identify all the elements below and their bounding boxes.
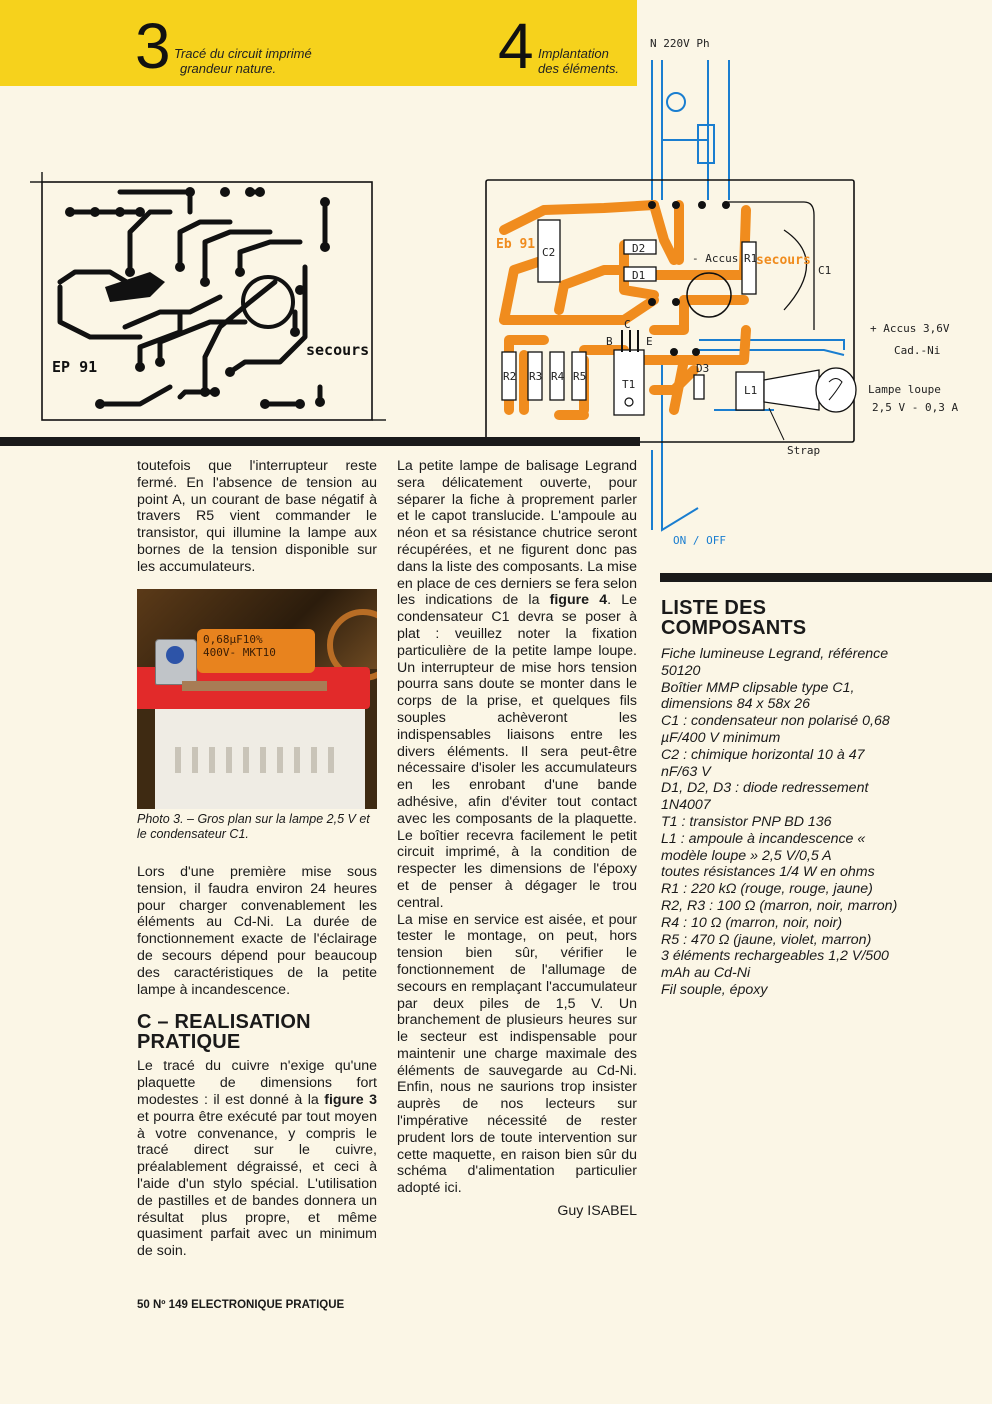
label-pin-b: B <box>606 335 613 348</box>
col2-paragraph-1: La petite lampe de balisage Legrand sera délicatement ouverte, pour séparer la fiche à proprement parler et le capot translucide. L'ampoule au néon et sa résistance chutrice seront récupérées, et ne figurent donc pas dans la liste des composants. La mise en place de ces derniers se fera selon les indications de la figure 4. Le condensateur C1 devra se poser à plat : veuillez noter la fixation particulière de la petite lampe loupe. Un interrupteur de mise hors tension pourra sans doute se monter dans le corps de la prise, et quelques fils souples achèveront les indispensables liaisons entre les divers éléments. Il sera peut-être nécessaire d'isoler les accumulateurs en les enrobant d'une bande adhésive, afin d'éviter tout contact avec les composants de la plaquette. Le boîtier recevra facilement le petit circuit imprimé, à la condition de respecter les dimensions de l'époxy et de penser à dégager le trou central. <box>397 458 637 911</box>
column-1-top <box>137 458 377 576</box>
capacitor: 0,68µF10% 400V- MKT10 <box>197 629 315 673</box>
diagram-board-ref: Eb 91 <box>496 237 536 252</box>
label-d2: D2 <box>632 242 646 255</box>
label-r3: R3 <box>529 370 543 383</box>
column-1-bottom <box>137 864 377 1260</box>
parts-item: Fil souple, époxy <box>661 981 768 998</box>
parts-item: R2, R3 : 100 Ω (marron, noir, marron) <box>661 897 898 914</box>
diagram-board-name: secours <box>756 253 811 268</box>
label-d1: D1 <box>632 269 646 282</box>
label-d3: D3 <box>696 362 710 375</box>
parts-rule <box>660 573 992 582</box>
label-on-off: ON / OFF <box>673 534 726 547</box>
label-lamp-2: 2,5 V - 0,3 A <box>872 401 959 414</box>
mains-label: N 220V Ph <box>650 37 710 50</box>
photo-3-caption: Photo 3. – Gros plan sur la lampe 2,5 V et le condensateur C1. <box>137 812 370 841</box>
parts-list <box>661 598 901 999</box>
figure-4-caption: Implantation des éléments. <box>538 46 619 76</box>
label-lamp-1: Lampe loupe <box>868 383 941 396</box>
parts-item: Fiche lumineuse Legrand, référence 50120 <box>661 646 889 679</box>
parts-item: T1 : transistor PNP BD 136 <box>661 813 832 830</box>
parts-item: 3 éléments rechargeables 1,2 V/500 mAh au Cd-Ni <box>661 948 889 982</box>
label-pin-c: C <box>624 318 631 331</box>
col2-paragraph-2: La mise en service est aisée, et pour tester le montage, on peut, hors tension bien sûr, vérifier le fonctionnement de l'allumage de secours en remplaçant l'accumulateur par deux piles de 1,5 V. Un branchement de plusieurs heures sur le secteur est indispensable pour maintenir une charge maximale des éléments de sauvegarde au Cd-Ni. Enfin, nous ne saurions trop insister auprès de nos lecteurs sur l'impérative nécessité de rester prudent lors de toute intervention sur cette maquette, en raison bien sûr du schéma d'alimentation particulier adopté ici. <box>397 911 637 1197</box>
parts-item: R4 : 10 Ω (marron, noir, noir) <box>661 914 843 931</box>
label-l1: L1 <box>744 384 758 397</box>
parts-item: D1, D2, D3 : diode redressement 1N4007 <box>661 780 869 814</box>
section-c-body: Le tracé du cuivre n'exige qu'une plaquette de dimensions fort modestes : il est donné à la figure 3 et pourra être exécuté par tout moyen à votre convenance, y compris le tracé direct sur le cuivre, préalablement dégraissé, et ceci à l'aide d'un stylo spécial. L'utilisation de pastilles et de bandes donnera un résultat plus propre, et même quasiment parfait avec un minimum de soin. <box>137 1058 377 1260</box>
label-strap: Strap <box>787 444 821 457</box>
pcb-board-ref: EP 91 <box>52 358 98 376</box>
column-2 <box>397 458 637 1220</box>
figure-4-number: 4 <box>498 10 534 82</box>
parts-item: R5 : 470 Ω (jaune, violet, marron) <box>661 931 872 948</box>
label-r1: R1 <box>744 252 758 265</box>
parts-item: L1 : ampoule à incandescence « modèle loupe » 2,5 V/0,5 A <box>661 830 866 864</box>
figure-3-number: 3 <box>135 10 171 82</box>
label-r4: R4 <box>551 370 565 383</box>
parts-item: C2 : chimique horizontal 10 à 47 nF/63 V <box>661 746 865 780</box>
page-footer: 50 Nº 149 ELECTRONIQUE PRATIQUE <box>137 1299 345 1311</box>
label-t1: T1 <box>622 378 636 391</box>
parts-list-heading: LISTE DES COMPOSANTS <box>661 597 807 639</box>
col1-paragraph-1: toutefois que l'interrupteur reste fermé. En l'absence de tension au point A, un courant de base négatif à travers R5 vient commander le transistor, qui illumine la lampe aux bornes de la tension disponible sur les accumulateurs. <box>137 458 377 575</box>
col1-paragraph-2: Lors d'une première mise sous tension, il faudra environ 24 heures pour charger convenablement les éléments au Cd-Ni. La durée de fonctionnement exacte de l'éclairage de secours dépend pour beaucoup des caractéristiques de la petite lampe à incandescence. <box>137 864 377 998</box>
parts-item: toutes résistances 1/4 W en ohms <box>661 864 875 881</box>
label-r5: R5 <box>573 370 587 383</box>
photo-3 <box>137 589 377 809</box>
label-pin-e: E <box>646 335 653 348</box>
top-rule <box>0 437 640 446</box>
parts-item: Boîtier MMP clipsable type C1, dimensions 84 x 58x 26 <box>661 679 855 713</box>
pcb-trace-figure <box>30 172 386 428</box>
label-r2: R2 <box>503 370 517 383</box>
label-accus-plus: + Accus 3,6V <box>870 322 950 335</box>
parts-item: R1 : 220 kΩ (rouge, rouge, jaune) <box>661 881 873 898</box>
label-c2: C2 <box>542 246 556 259</box>
pcb-board-name: secours <box>306 341 370 359</box>
section-c-heading: C – REALISATION PRATIQUE <box>137 1011 311 1054</box>
figure-3-caption: Tracé du circuit imprimé grandeur nature. <box>174 46 312 76</box>
label-accus-minus: - Accus <box>692 252 739 265</box>
parts-item: C1 : condensateur non polarisé 0,68 µF/400 V minimum <box>661 713 890 746</box>
label-cadni: Cad.-Ni <box>894 344 941 357</box>
label-c1: C1 <box>818 264 832 277</box>
author-signature: Guy ISABEL <box>557 1203 637 1220</box>
